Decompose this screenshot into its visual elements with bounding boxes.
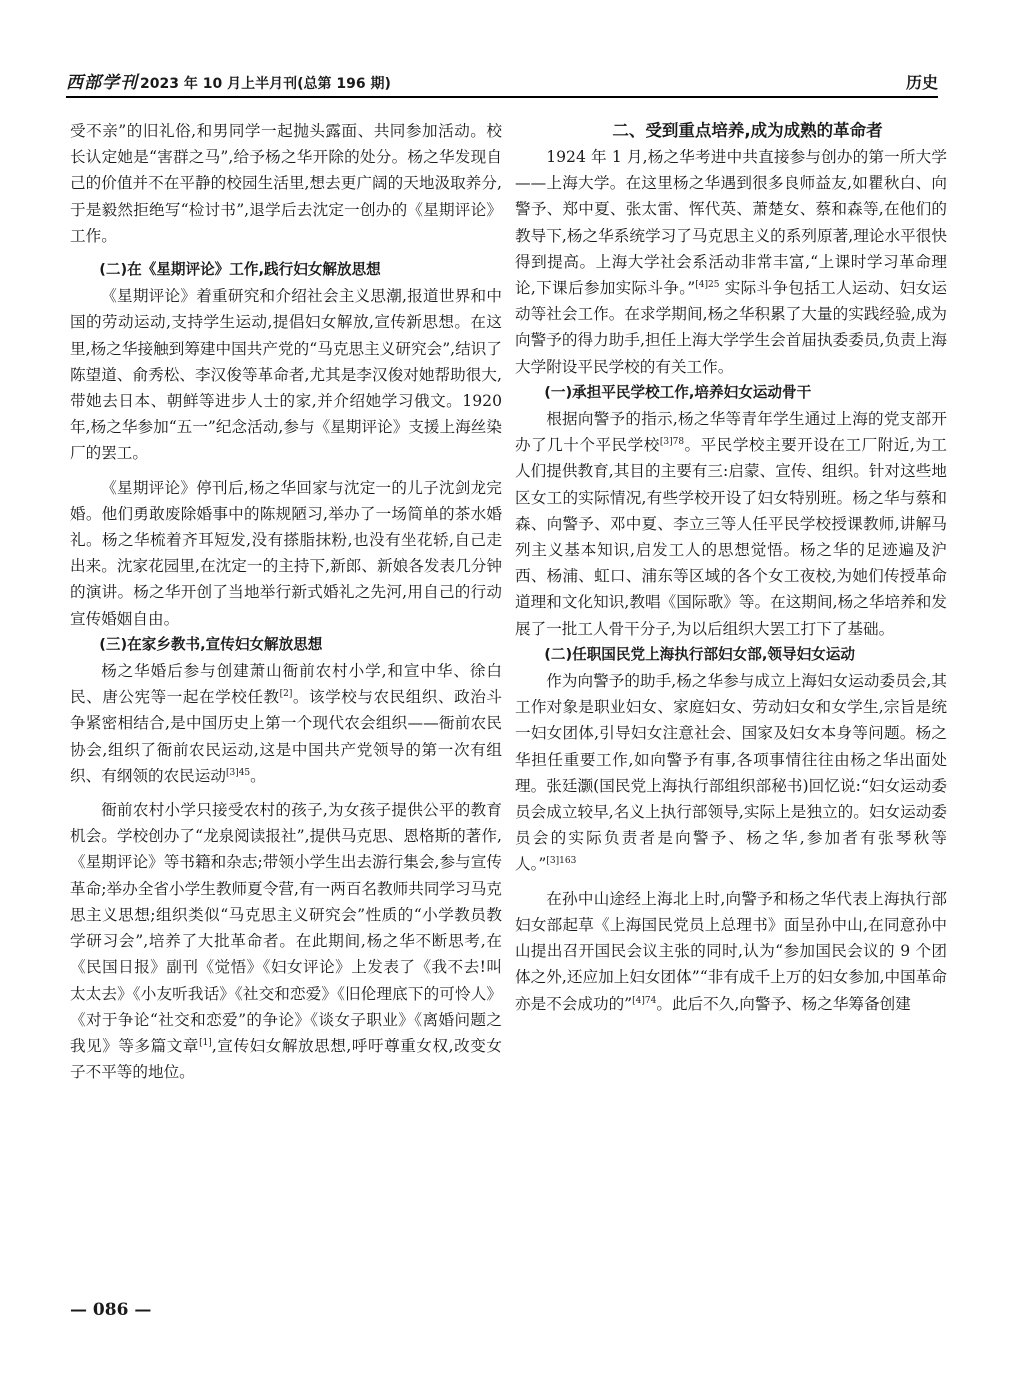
subheading: (一)承担平民学校工作,培养妇女运动骨干 xyxy=(544,383,812,401)
paragraph-text: 。平民学校主要开设在工厂附近,为工人们提供教育,其目的主要有三:启蒙、宣传、组织。针对这些地区女工的实际情况,有些学校开设了妇女特别班。杨之华与蔡和森、向警予、邓中夏、李立三等人任平民学校授课教师,讲解马列主义基本知识,启发工人的思想觉悟。杨之华的足迹遍及沪西、杨浦、虹口、浦东等区域的各个女工夜校,为她们传授革命道理和文化知识,教唱《国际歌》等。在这期间,杨之华培养和发展了一批工人骨干分子,为以后组织大罢工打下了基础。 xyxy=(515,436,947,638)
subheading: (二)任职国民党上海执行部妇女部,领导妇女运动 xyxy=(544,645,855,663)
right-column xyxy=(515,118,947,1017)
paragraph: 受不亲”的旧礼俗,和男同学一起抛头露面、共同参加活动。校长认定她是“害群之马”,给予杨之华开除的处分。杨之华发现自己的价值并不在平静的校园生活里,想去更广阔的天地汲取养分,于是毅然拒绝写“检讨书”,退学后去沈定一创办的《星期评论》工作。 xyxy=(70,122,502,245)
paragraph-text: ,宣传妇女解放思想,呼吁尊重女权,改变女子不平等的地位。 xyxy=(70,1036,502,1082)
paragraph-text: 作为向警予的助手,杨之华参与成立上海妇女运动委员会,其工作对象是职业妇女、家庭妇女、劳动妇女和女学生,宗旨是统一妇女团体,引导妇女注意社会、国家及妇女本身等问题。杨之华担任重要工作,如向警予有事,各项事情往往由杨之华出面处理。张廷灏(国民党上海执行部组织部秘书)回忆说:“妇女运动委员会成立较早,名义上执行部领导,实际上是独立的。妇女运动委员会的实际负责者是向警予、杨之华,参加者有张琴秋等人。” xyxy=(515,672,947,874)
journal-logo: 西部学刊 xyxy=(66,73,138,93)
paragraph: 《星期评论》停刊后,杨之华回家与沈定一的儿子沈剑龙完婚。他们勇敢废除婚事中的陈规陋习,举办了一场简单的茶水婚礼。杨之华梳着齐耳短发,没有搽脂抹粉,也没有坐花轿,自己走出来。沈家花园里,在沈定一的主持下,新郎、新娘各发表几分钟的演讲。杨之华开创了当地举行新式婚礼之先河,用自己的行动宣传婚姻自由。 xyxy=(70,478,502,628)
paragraph xyxy=(70,658,502,789)
paragraph-text: 实际斗争包括工人运动、妇女运动等社会工作。在求学期间,杨之华积累了大量的实践经验,成为向警予的得力助手,担任上海大学学生会首届执委委员,负责上海大学附设平民学校的有关工作。 xyxy=(515,279,947,376)
citation: [2] xyxy=(279,689,293,700)
paragraph xyxy=(515,406,947,642)
issue-info: 2023 年 10 月上半月刊(总第 196 期) xyxy=(140,76,391,92)
journal-info xyxy=(66,68,391,96)
paragraph-text: 。此后不久,向警予、杨之华筹备创建 xyxy=(656,994,911,1013)
citation: [4]25 xyxy=(695,279,720,290)
paragraph xyxy=(515,886,947,1017)
citation: [4]74 xyxy=(632,995,657,1006)
paragraph-text: 衙前农村小学只接受农村的孩子,为女孩子提供公平的教育机会。学校创办了“龙泉阅读报社”,提供马克思、恩格斯的著作,《星期评论》等书籍和杂志;带领小学生出去游行集会,参与宣传革命;举办全省小学生教师夏令营,有一两百名教师共同学习马克思主义思想;组织类似“马克思主义研究会”性质的“小学教员教学研习会”,培养了大批革命者。在此期间,杨之华不断思考,在《民国日报》副刊《觉悟》《妇女评论》上发表了《我不去!叫太太去》《小友听我话》《社交和恋爱》《旧伦理底下的可怜人》《对于争论“社交和恋爱”的争论》《谈女子职业》《离婚问题之我见》等多篇文章 xyxy=(70,801,502,1055)
page-number: — 086 — xyxy=(70,1300,152,1320)
left-column xyxy=(70,118,502,1085)
citation: [3]163 xyxy=(546,856,577,867)
paragraph-text: 杨之华婚后参与创建萧山衙前农村小学,和宣中华、徐白民、唐公宪等一起在学校任教 xyxy=(70,662,502,707)
citation: [3]45 xyxy=(225,767,251,778)
section-heading: 二、受到重点培养,成为成熟的革命者 xyxy=(612,121,883,140)
subheading: (二)在《星期评论》工作,践行妇女解放思想 xyxy=(99,261,381,279)
paragraph xyxy=(70,797,502,1085)
paragraph xyxy=(515,144,947,380)
paragraph xyxy=(515,668,947,878)
citation: [1] xyxy=(199,1037,212,1048)
subheading: (三)在家乡教书,宣传妇女解放思想 xyxy=(99,635,323,653)
running-header xyxy=(66,66,938,98)
paragraph-text: 。 xyxy=(250,766,266,785)
paragraph-text: 1924 年 1 月,杨之华考进中共直接参与创办的第一所大学——上海大学。在这里杨之华遇到很多良师益友,如瞿秋白、向警予、郑中夏、张太雷、恽代英、萧楚女、蔡和森等,在他们的教导下,杨之华系统学习了马克思主义的系列原著,理论水平很快得到提高。上海大学社会系活动非常丰富,“上课时学习革命理论,下课后参加实际斗争。” xyxy=(515,148,947,298)
paragraph-text: 在孙中山途经上海北上时,向警予和杨之华代表上海执行部妇女部起草《上海国民党员上总理书》面呈孙中山,在同意孙中山提出召开国民会议主张的同时,认为“参加国民会议的 9 个团体之外,还应加上妇女团体”“非有成千上万的妇女参加,中国革命亦是不会成功的” xyxy=(515,889,947,1013)
paragraph-text: 。该学校与农民组织、政治斗争紧密相结合,是中国历史上第一个现代农会组织——衙前农民协会,组织了衙前农民运动,这是中国共产党领导的第一次有组织、有纲领的农民运动 xyxy=(70,688,502,785)
paragraph: 《星期评论》着重研究和介绍社会主义思潮,报道世界和中国的劳动运动,支持学生运动,提倡妇女解放,宣传新思想。在这里,杨之华接触到筹建中国共产党的“马克思主义研究会”,结识了陈望道、俞秀松、李汉俊等革命者,尤其是李汉俊对她帮助很大,带她去日本、朝鲜等进步人士的家,并介绍她学习俄文。1920 年,杨之华参加“五一”纪念活动,参与《星期评论》支援上海丝染厂的罢工。 xyxy=(70,287,502,463)
section-label: 历史 xyxy=(905,73,938,92)
citation: [3]78 xyxy=(659,437,685,448)
paragraph-text: 根据向警予的指示,杨之华等青年学生通过上海的党支部开办了几十个平民学校 xyxy=(515,410,947,455)
